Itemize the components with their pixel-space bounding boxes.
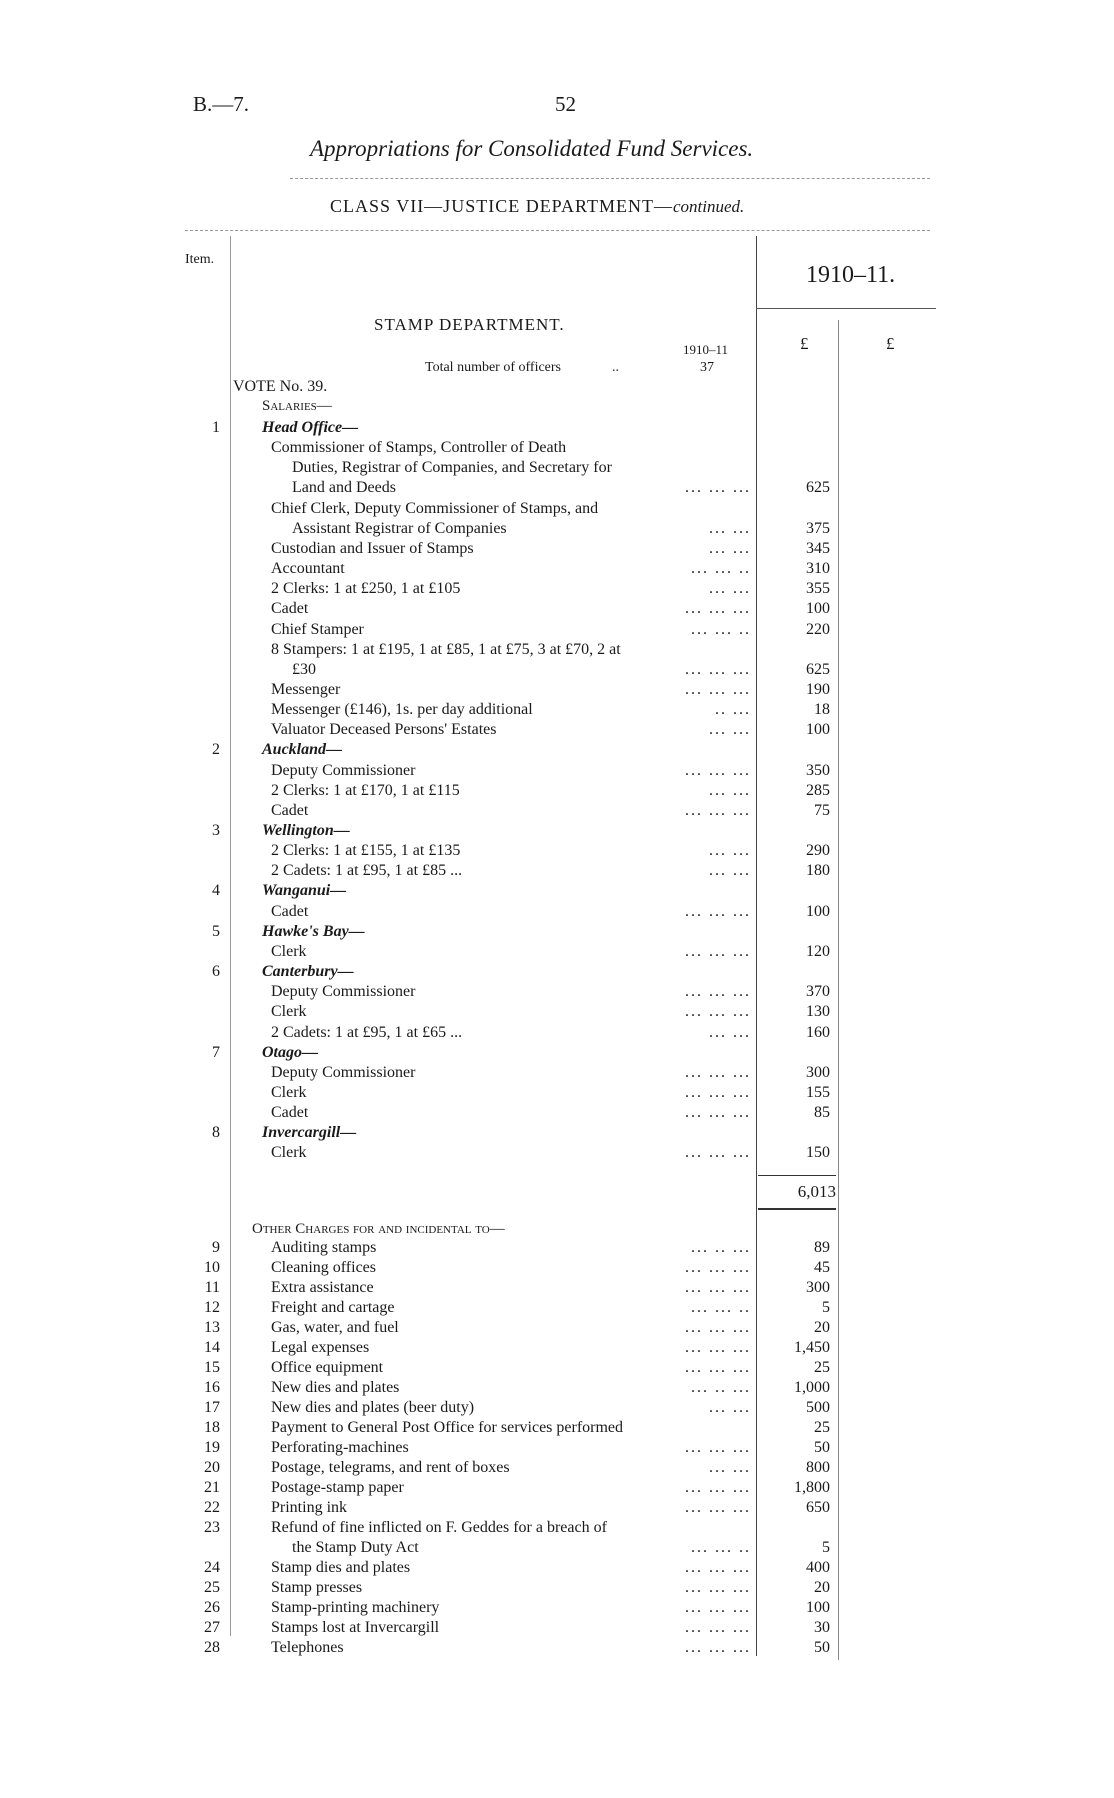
- row-amount: 300: [806, 1063, 830, 1081]
- table-row: [0, 903, 1114, 923]
- item-column-header: Item.: [185, 252, 215, 267]
- row-description: New dies and plates (beer duty): [271, 1399, 475, 1416]
- row-description: Valuator Deceased Persons' Estates: [271, 721, 497, 739]
- table-row: [0, 882, 1114, 902]
- leader-dots: ... ... ...: [685, 902, 751, 920]
- table-row: [0, 963, 1114, 983]
- table-row: [0, 681, 1114, 701]
- table-row: [0, 1459, 1114, 1479]
- row-description: Postage, telegrams, and rent of boxes: [271, 1459, 510, 1476]
- row-amount: 120: [806, 942, 830, 960]
- row-description: £30: [292, 660, 316, 678]
- item-number: 18: [204, 1419, 220, 1436]
- table-row: [0, 943, 1114, 963]
- item-number: 15: [204, 1359, 220, 1376]
- row-amount: 310: [806, 560, 830, 578]
- item-number: 5: [212, 922, 220, 940]
- leader-dots: ... ...: [709, 862, 751, 880]
- office-heading: Hawke's Bay—: [262, 922, 365, 940]
- row-description: 2 Cadets: 1 at £95, 1 at £85 ...: [271, 862, 463, 880]
- department-name: STAMP DEPARTMENT.: [374, 315, 565, 334]
- leader-dots: ... ... ...: [685, 801, 751, 819]
- table-row: [0, 1639, 1114, 1659]
- table-row: [0, 560, 1114, 580]
- table-row: [0, 862, 1114, 882]
- row-description: 2 Clerks: 1 at £155, 1 at £135: [271, 842, 461, 860]
- leader-dots: ... .. ...: [691, 1379, 751, 1396]
- table-row: [0, 1579, 1114, 1599]
- item-number: 8: [212, 1124, 220, 1142]
- row-description: Custodian and Issuer of Stamps: [271, 539, 474, 557]
- table-row: [0, 1259, 1114, 1279]
- table-row: [0, 802, 1114, 822]
- table-row: [0, 1044, 1114, 1064]
- leader-dots: ... ... ...: [685, 983, 751, 1001]
- item-number: 19: [204, 1439, 220, 1456]
- row-amount: 5: [822, 1539, 830, 1556]
- leader-dots: ... ... ...: [685, 1359, 751, 1376]
- year-header-rule: [756, 308, 936, 309]
- leader-dots: ... ... ..: [691, 620, 751, 638]
- other-charges-heading: Other Charges for and incidental to—: [252, 1221, 505, 1237]
- table-row: [0, 661, 1114, 681]
- officers-label: Total number of officers: [425, 360, 561, 375]
- leader-dots: .. ...: [715, 701, 751, 719]
- row-description: 2 Clerks: 1 at £250, 1 at £105: [271, 580, 461, 598]
- row-amount: 180: [806, 862, 830, 880]
- salaries-total: 6,013: [758, 1175, 836, 1210]
- row-description: Clerk: [271, 1083, 307, 1101]
- item-number: 22: [204, 1499, 220, 1516]
- leader-dots: ... ... ...: [685, 1063, 751, 1081]
- row-description: Refund of fine inflicted on F. Geddes for a breach of: [271, 1519, 607, 1536]
- item-number: 26: [204, 1599, 220, 1616]
- table-row: [0, 721, 1114, 741]
- row-amount: 155: [806, 1083, 830, 1101]
- item-number: 1: [212, 419, 220, 436]
- title-rule: [290, 178, 930, 179]
- table-row: [0, 1479, 1114, 1499]
- row-amount: 30: [814, 1619, 830, 1636]
- row-amount: 375: [806, 519, 830, 537]
- row-amount: 300: [806, 1279, 830, 1296]
- row-description: New dies and plates: [271, 1379, 400, 1396]
- pound-sign-column-1: £: [800, 334, 809, 353]
- table-row: [0, 1359, 1114, 1379]
- officers-dots: ..: [612, 360, 619, 375]
- row-amount: 50: [814, 1639, 830, 1656]
- leader-dots: ... ...: [709, 721, 751, 739]
- leader-dots: ... ...: [709, 580, 751, 598]
- row-amount: 75: [814, 801, 830, 819]
- table-row: [0, 1559, 1114, 1579]
- item-number: 2: [212, 741, 220, 759]
- table-row: [0, 701, 1114, 721]
- row-description: Stamp presses: [271, 1579, 363, 1596]
- table-row: [0, 1439, 1114, 1459]
- row-description: Deputy Commissioner: [271, 761, 416, 779]
- leader-dots: ... ... ...: [685, 1104, 751, 1122]
- officers-year: 1910–11: [683, 342, 729, 357]
- table-row: [0, 1399, 1114, 1419]
- leader-dots: ... ... ...: [685, 600, 751, 618]
- table-row: [0, 1539, 1114, 1559]
- item-number: 13: [204, 1319, 220, 1336]
- row-description: Cadet: [271, 1104, 309, 1122]
- row-amount: 355: [806, 580, 830, 598]
- row-amount: 150: [806, 1144, 830, 1162]
- row-description: Auditing stamps: [271, 1239, 377, 1256]
- table-row: [0, 842, 1114, 862]
- table-row: [0, 782, 1114, 802]
- row-amount: 285: [806, 781, 830, 799]
- leader-dots: ... ... ...: [685, 1339, 751, 1356]
- item-number: 3: [212, 822, 220, 839]
- table-row: [0, 1319, 1114, 1339]
- class-title: [330, 196, 744, 217]
- row-amount: 625: [806, 660, 830, 678]
- row-amount: 370: [806, 983, 830, 1001]
- row-amount: 89: [814, 1239, 830, 1256]
- row-description: Commissioner of Stamps, Controller of Death: [271, 439, 567, 457]
- row-amount: 650: [806, 1499, 830, 1516]
- leader-dots: ... ... ...: [685, 479, 751, 497]
- row-amount: 190: [806, 680, 830, 698]
- table-row: [0, 500, 1114, 520]
- row-description: Clerk: [271, 1144, 307, 1162]
- office-heading: Canterbury—: [262, 963, 354, 981]
- leader-dots: ... ... ...: [685, 1579, 751, 1596]
- leader-dots: ... ...: [709, 1023, 751, 1041]
- officers-count: 37: [700, 360, 714, 375]
- item-number: 7: [212, 1043, 220, 1061]
- table-row: [0, 540, 1114, 560]
- item-number: 6: [212, 963, 220, 981]
- table-row: [0, 1124, 1114, 1144]
- office-heading: Auckland—: [262, 741, 343, 759]
- leader-dots: ... ... ...: [685, 1144, 751, 1162]
- row-description: Clerk: [271, 1003, 307, 1021]
- row-amount: 50: [814, 1439, 830, 1456]
- row-amount: 1,000: [794, 1379, 830, 1396]
- table-row: [0, 1239, 1114, 1259]
- row-amount: 500: [806, 1399, 830, 1416]
- table-row: [0, 1104, 1114, 1124]
- table-row: [0, 1299, 1114, 1319]
- row-description: Chief Stamper: [271, 620, 364, 638]
- table-row: [0, 1279, 1114, 1299]
- item-number: 9: [212, 1239, 220, 1256]
- item-number: 28: [204, 1639, 220, 1656]
- salaries-heading: Salaries—: [262, 398, 332, 414]
- row-description: Office equipment: [271, 1359, 384, 1376]
- table-row: [0, 1024, 1114, 1044]
- row-amount: 5: [822, 1299, 830, 1316]
- leader-dots: ... ... ...: [685, 1619, 751, 1636]
- leader-dots: ... ... ...: [685, 1083, 751, 1101]
- row-amount: 290: [806, 842, 830, 860]
- leader-dots: ... ... ..: [691, 560, 751, 578]
- table-row: [0, 1339, 1114, 1359]
- row-description: Stamp dies and plates: [271, 1559, 411, 1576]
- row-description: 8 Stampers: 1 at £195, 1 at £85, 1 at £75, 3 at £70, 2 at: [271, 640, 621, 658]
- page-title: Appropriations for Consolidated Fund Services.: [310, 136, 754, 161]
- leader-dots: ... ... ...: [685, 1279, 751, 1296]
- page-number: 52: [555, 92, 576, 116]
- row-description: Legal expenses: [271, 1339, 370, 1356]
- row-amount: 20: [814, 1579, 830, 1596]
- table-row: [0, 1599, 1114, 1619]
- leader-dots: ... ... ...: [685, 1599, 751, 1616]
- leader-dots: ... ... ..: [691, 1299, 751, 1316]
- row-amount: 20: [814, 1319, 830, 1336]
- item-number: 27: [204, 1619, 220, 1636]
- leader-dots: ... ...: [709, 781, 751, 799]
- row-description: Cadet: [271, 600, 309, 618]
- leader-dots: ... ...: [709, 1459, 751, 1476]
- table-row: [0, 479, 1114, 499]
- table-row: [0, 641, 1114, 661]
- leader-dots: ... ... ...: [685, 1439, 751, 1456]
- row-amount: 100: [806, 902, 830, 920]
- item-number: 16: [204, 1379, 220, 1396]
- leader-dots: ... ... ..: [691, 1539, 751, 1556]
- vote-number: VOTE No. 39.: [233, 378, 328, 395]
- row-description: Deputy Commissioner: [271, 1063, 416, 1081]
- table-row: [0, 1519, 1114, 1539]
- row-description: Postage-stamp paper: [271, 1479, 404, 1496]
- document-reference: B.—7.: [193, 92, 250, 116]
- row-description: Stamps lost at Invercargill: [271, 1619, 440, 1636]
- row-description: Accountant: [271, 560, 345, 578]
- office-heading: Invercargill—: [262, 1124, 357, 1142]
- leader-dots: ... ...: [709, 519, 751, 537]
- pound-sign-column-2: £: [886, 334, 895, 353]
- table-row: [0, 822, 1114, 842]
- row-amount: 18: [814, 701, 830, 719]
- table-row: [0, 741, 1114, 761]
- row-amount: 400: [806, 1559, 830, 1576]
- item-number: 12: [204, 1299, 220, 1316]
- row-description: Cleaning offices: [271, 1259, 377, 1276]
- table-row: [0, 983, 1114, 1003]
- table-row: [0, 439, 1114, 459]
- table-row: [0, 762, 1114, 782]
- class-title-continued: continued.: [672, 197, 745, 216]
- row-description: Cadet: [271, 801, 309, 819]
- leader-dots: ... ...: [709, 1399, 751, 1416]
- item-number: 10: [204, 1259, 220, 1276]
- row-amount: 45: [814, 1259, 830, 1276]
- row-description: Clerk: [271, 942, 307, 960]
- item-number: 23: [204, 1519, 220, 1536]
- table-row: [0, 419, 1114, 439]
- row-amount: 100: [806, 600, 830, 618]
- table-row: [0, 459, 1114, 479]
- item-number: 17: [204, 1399, 220, 1416]
- leader-dots: ... ... ...: [685, 1559, 751, 1576]
- row-description: Freight and cartage: [271, 1299, 395, 1316]
- row-description: Deputy Commissioner: [271, 983, 416, 1001]
- office-heading: Otago—: [262, 1043, 318, 1061]
- row-amount: 625: [806, 479, 830, 497]
- leader-dots: ... ... ...: [685, 761, 751, 779]
- leader-dots: ... ...: [709, 842, 751, 860]
- table-row: [0, 1144, 1114, 1164]
- leader-dots: ... ...: [709, 539, 751, 557]
- item-number: 14: [204, 1339, 220, 1356]
- leader-dots: ... ... ...: [685, 680, 751, 698]
- year-column-header: 1910–11.: [806, 262, 896, 288]
- row-amount: 800: [806, 1459, 830, 1476]
- table-row: [0, 1419, 1114, 1439]
- table-row: [0, 1084, 1114, 1104]
- table-row: [0, 1003, 1114, 1023]
- item-number: 11: [204, 1279, 220, 1296]
- row-description: Cadet: [271, 902, 309, 920]
- table-row: [0, 1499, 1114, 1519]
- row-description: Assistant Registrar of Companies: [292, 519, 507, 537]
- subtitle-rule: [185, 230, 930, 231]
- row-amount: 25: [814, 1419, 830, 1436]
- table-row: [0, 580, 1114, 600]
- item-number: 25: [204, 1579, 220, 1596]
- class-title-main: CLASS VII—JUSTICE DEPARTMENT—: [330, 196, 673, 216]
- table-row: [0, 520, 1114, 540]
- row-description: Messenger: [271, 680, 341, 698]
- leader-dots: ... ... ...: [685, 942, 751, 960]
- leader-dots: ... ... ...: [685, 1499, 751, 1516]
- item-number: 4: [212, 882, 220, 900]
- row-amount: 130: [806, 1003, 830, 1021]
- item-number: 24: [204, 1559, 220, 1576]
- row-description: 2 Clerks: 1 at £170, 1 at £115: [271, 781, 460, 799]
- row-description: Chief Clerk, Deputy Commissioner of Stamps, and: [271, 499, 599, 517]
- item-number: 21: [204, 1479, 220, 1496]
- leader-dots: ... ... ...: [685, 1479, 751, 1496]
- table-row: [0, 1379, 1114, 1399]
- row-amount: 1,450: [794, 1339, 830, 1356]
- leader-dots: ... ... ...: [685, 660, 751, 678]
- row-description: Printing ink: [271, 1499, 348, 1516]
- table-row: [0, 600, 1114, 620]
- leader-dots: ... .. ...: [691, 1239, 751, 1256]
- row-description: Messenger (£146), 1s. per day additional: [271, 701, 533, 719]
- leader-dots: ... ... ...: [685, 1003, 751, 1021]
- row-description: the Stamp Duty Act: [292, 1539, 419, 1556]
- leader-dots: ... ... ...: [685, 1639, 751, 1656]
- table-row: [0, 1619, 1114, 1639]
- office-heading: Wanganui—: [262, 882, 347, 900]
- row-description: Telephones: [271, 1639, 344, 1656]
- office-heading: Wellington—: [262, 822, 350, 839]
- row-amount: 345: [806, 539, 830, 557]
- leader-dots: ... ... ...: [685, 1259, 751, 1276]
- row-amount: 100: [806, 721, 830, 739]
- table-row: [0, 923, 1114, 943]
- table-row: [0, 1064, 1114, 1084]
- row-description: Payment to General Post Office for services performed: [271, 1419, 624, 1436]
- row-description: Stamp-printing machinery: [271, 1599, 440, 1616]
- row-amount: 350: [806, 761, 830, 779]
- row-description: Duties, Registrar of Companies, and Secretary for: [292, 459, 612, 477]
- row-amount: 1,800: [794, 1479, 830, 1496]
- row-description: Land and Deeds: [292, 479, 396, 497]
- row-amount: 220: [806, 620, 830, 638]
- table-row: [0, 621, 1114, 641]
- office-heading: Head Office—: [262, 419, 359, 436]
- row-description: Extra assistance: [271, 1279, 374, 1296]
- row-description: Gas, water, and fuel: [271, 1319, 399, 1336]
- row-description: 2 Cadets: 1 at £95, 1 at £65 ...: [271, 1023, 463, 1041]
- row-amount: 160: [806, 1023, 830, 1041]
- leader-dots: ... ... ...: [685, 1319, 751, 1336]
- item-number: 20: [204, 1459, 220, 1476]
- row-description: Perforating-machines: [271, 1439, 409, 1456]
- row-amount: 100: [806, 1599, 830, 1616]
- row-amount: 25: [814, 1359, 830, 1376]
- row-amount: 85: [814, 1104, 830, 1122]
